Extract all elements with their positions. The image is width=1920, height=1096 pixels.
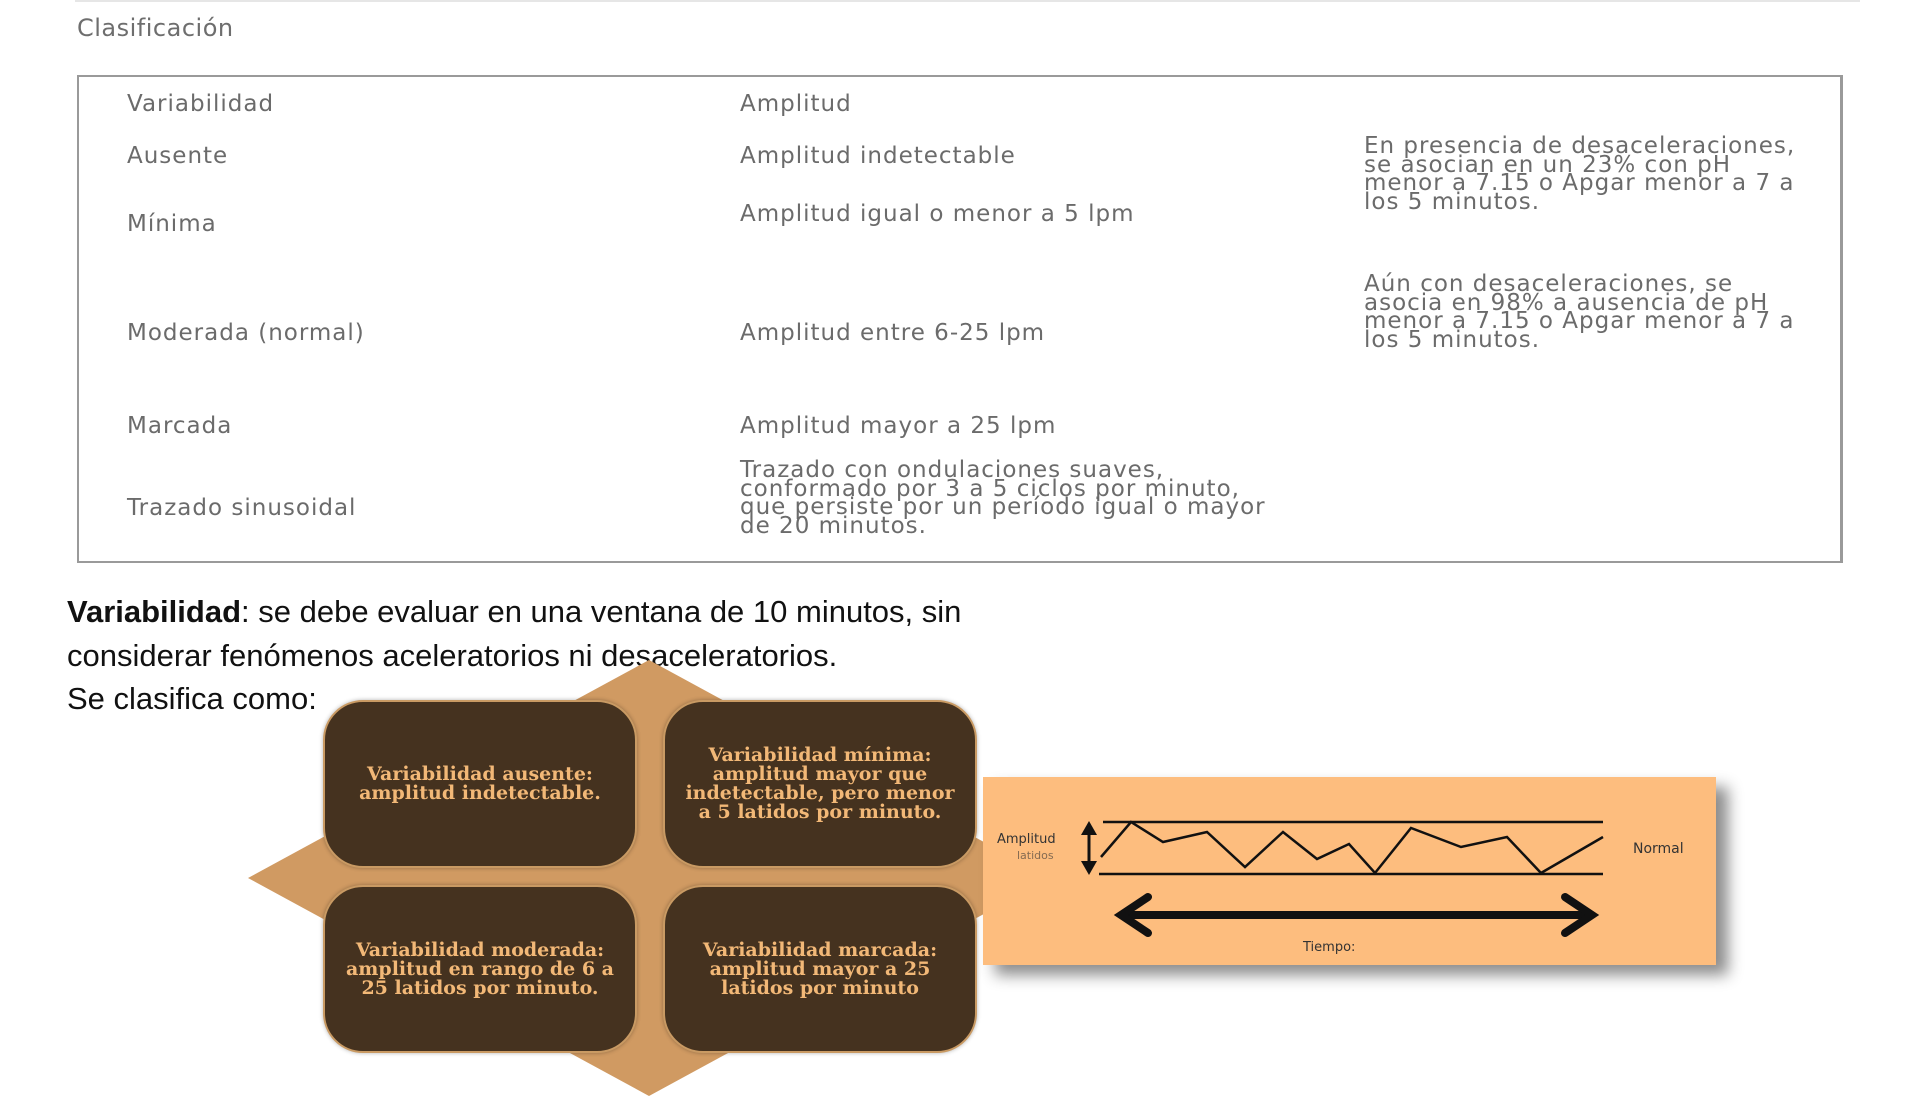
- box-variabilidad-moderada: Variabilidad moderada: amplitud en rango de 6 a 25 latidos por minuto.: [323, 885, 637, 1053]
- row-label-moderada: Moderada (normal): [127, 320, 365, 346]
- row-amplitud-minima: Amplitud igual o menor a 5 lpm: [740, 201, 1135, 227]
- note-moderada: Aún con desaceleraciones, se asocia en 98% a ausencia de pH menor a 7.15 o Apgar menor a 7 a los 5 minutos.: [1364, 271, 1795, 353]
- amplitude-label: Amplitud: [997, 832, 1056, 847]
- time-double-arrow-icon: [1121, 897, 1592, 933]
- normal-label: Normal: [1633, 841, 1684, 857]
- row-label-ausente: Ausente: [127, 143, 229, 169]
- box-variabilidad-marcada: Variabilidad marcada: amplitud mayor a 25 latidos por minuto: [663, 885, 977, 1053]
- note-minima: En presencia de desaceleraciones, se asocian en un 23% con pH menor a 7.15 o Apgar menor a 7 a los 5 minutos.: [1364, 133, 1796, 215]
- time-label: Tiempo:: [1303, 940, 1356, 955]
- section-title: Clasificación: [77, 14, 234, 42]
- box-variabilidad-minima: Variabilidad mínima: amplitud mayor que indetectable, pero menor a 5 latidos por minuto.: [663, 700, 977, 868]
- header-amplitud: Amplitud: [740, 91, 852, 117]
- row-amplitud-sinusoidal: Trazado con ondulaciones suaves, conformado por 3 a 5 ciclos por minuto, que persiste por un período igual o mayor de 20 minutos.: [740, 457, 1266, 539]
- classification-intro: Se clasifica como:: [67, 681, 317, 716]
- row-label-minima: Mínima: [127, 211, 217, 237]
- header-variabilidad: Variabilidad: [127, 91, 275, 117]
- top-divider: [75, 0, 1860, 2]
- row-label-sinusoidal: Trazado sinusoidal: [127, 495, 357, 521]
- classification-table: [77, 75, 1843, 563]
- row-label-marcada: Marcada: [127, 413, 233, 439]
- row-amplitud-marcada: Amplitud mayor a 25 lpm: [740, 413, 1057, 439]
- amplitude-double-arrow-icon: [1081, 821, 1097, 875]
- row-amplitud-moderada: Amplitud entre 6-25 lpm: [740, 320, 1046, 346]
- definition-text: : se debe evaluar en una ventana de 10 minutos, sin: [241, 594, 962, 629]
- term-variabilidad: Variabilidad: [67, 594, 242, 629]
- variability-trace: [983, 777, 1716, 965]
- box-variabilidad-ausente: Variabilidad ausente: amplitud indetectable.: [323, 700, 637, 868]
- amplitude-sub-label: latidos: [1017, 849, 1054, 862]
- row-amplitud-ausente: Amplitud indetectable: [740, 143, 1016, 169]
- definition-line-2: considerar fenómenos aceleratorios ni desaceleratorios.: [67, 637, 838, 673]
- normal-variability-figure: [983, 777, 1716, 965]
